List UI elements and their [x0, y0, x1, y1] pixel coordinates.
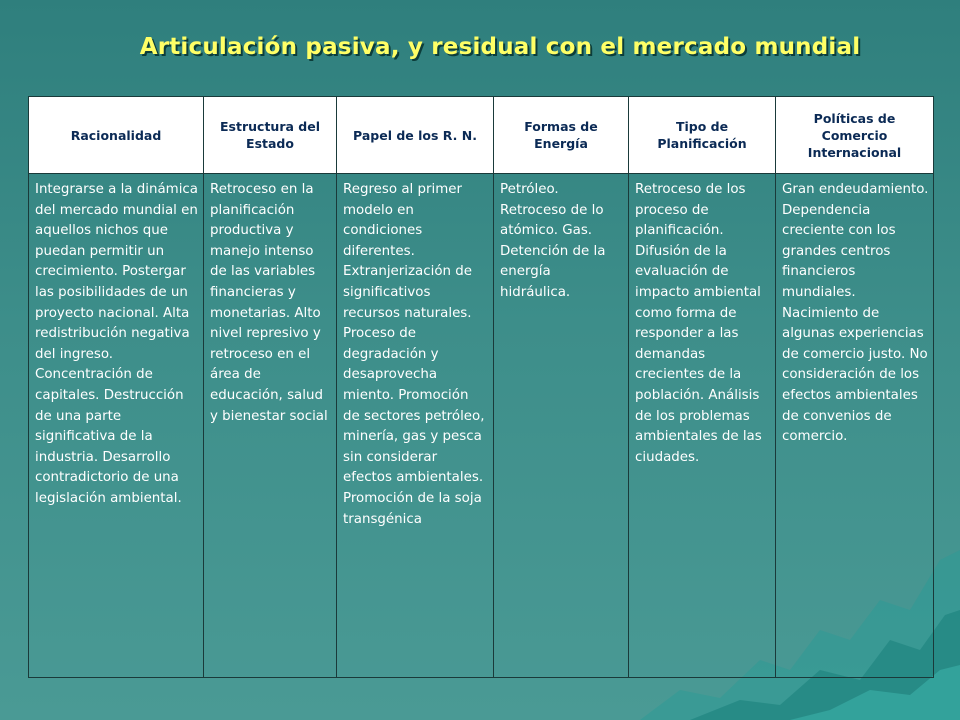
header-formas-energia: Formas de Energía — [494, 97, 629, 174]
cell-racionalidad: Integrarse a la dinámica del mercado mundial en aquellos nichos que puedan permitir un crecimiento. Postergar las posibilidades de un proyecto nacional. Alta redistribución negativa del ingreso. Concentración de capitales. Destrucción de una parte significativa de la industria. Desarrollo contradictorio de una legislación ambiental. — [29, 174, 204, 678]
policy-table — [28, 96, 934, 678]
table-row — [29, 174, 934, 678]
cell-papel-rn: Regreso al primer modelo en condiciones diferentes. Extranjerización de significativos recursos naturales. Proceso de degradación y desaprovecha miento. Promoción de sectores petróleo, minería, gas y pesca sin considerar efectos ambientales. Promoción de la soja transgénica — [337, 174, 494, 678]
header-estructura-estado: Estructura del Estado — [204, 97, 337, 174]
header-politicas-comercio: Políticas de Comercio Internacional — [776, 97, 934, 174]
cell-estructura-estado: Retroceso en la planificación productiva y manejo intenso de las variables financieras y monetarias. Alto nivel represivo y retroceso en el área de educación, salud y bienestar social — [204, 174, 337, 678]
cell-politicas-comercio: Gran endeudamiento. Dependencia creciente con los grandes centros financieros mundiales. Nacimiento de algunas experiencias de comercio justo. No consideración de los efectos ambientales de convenios de comercio. — [776, 174, 934, 678]
slide-title: Articulación pasiva, y residual con el mercado mundial — [139, 34, 861, 60]
table-header-row — [29, 97, 934, 174]
cell-formas-energia: Petróleo. Retroceso de lo atómico. Gas. Detención de la energía hidráulica. — [494, 174, 629, 678]
header-tipo-planificacion: Tipo de Planificación — [629, 97, 776, 174]
header-racionalidad: Racionalidad — [29, 97, 204, 174]
cell-tipo-planificacion: Retroceso de los proceso de planificación. Difusión de la evaluación de impacto ambiental como forma de responder a las demandas crecientes de la población. Análisis de los problemas ambientales de las ciudades. — [629, 174, 776, 678]
header-papel-rn: Papel de los R. N. — [337, 97, 494, 174]
